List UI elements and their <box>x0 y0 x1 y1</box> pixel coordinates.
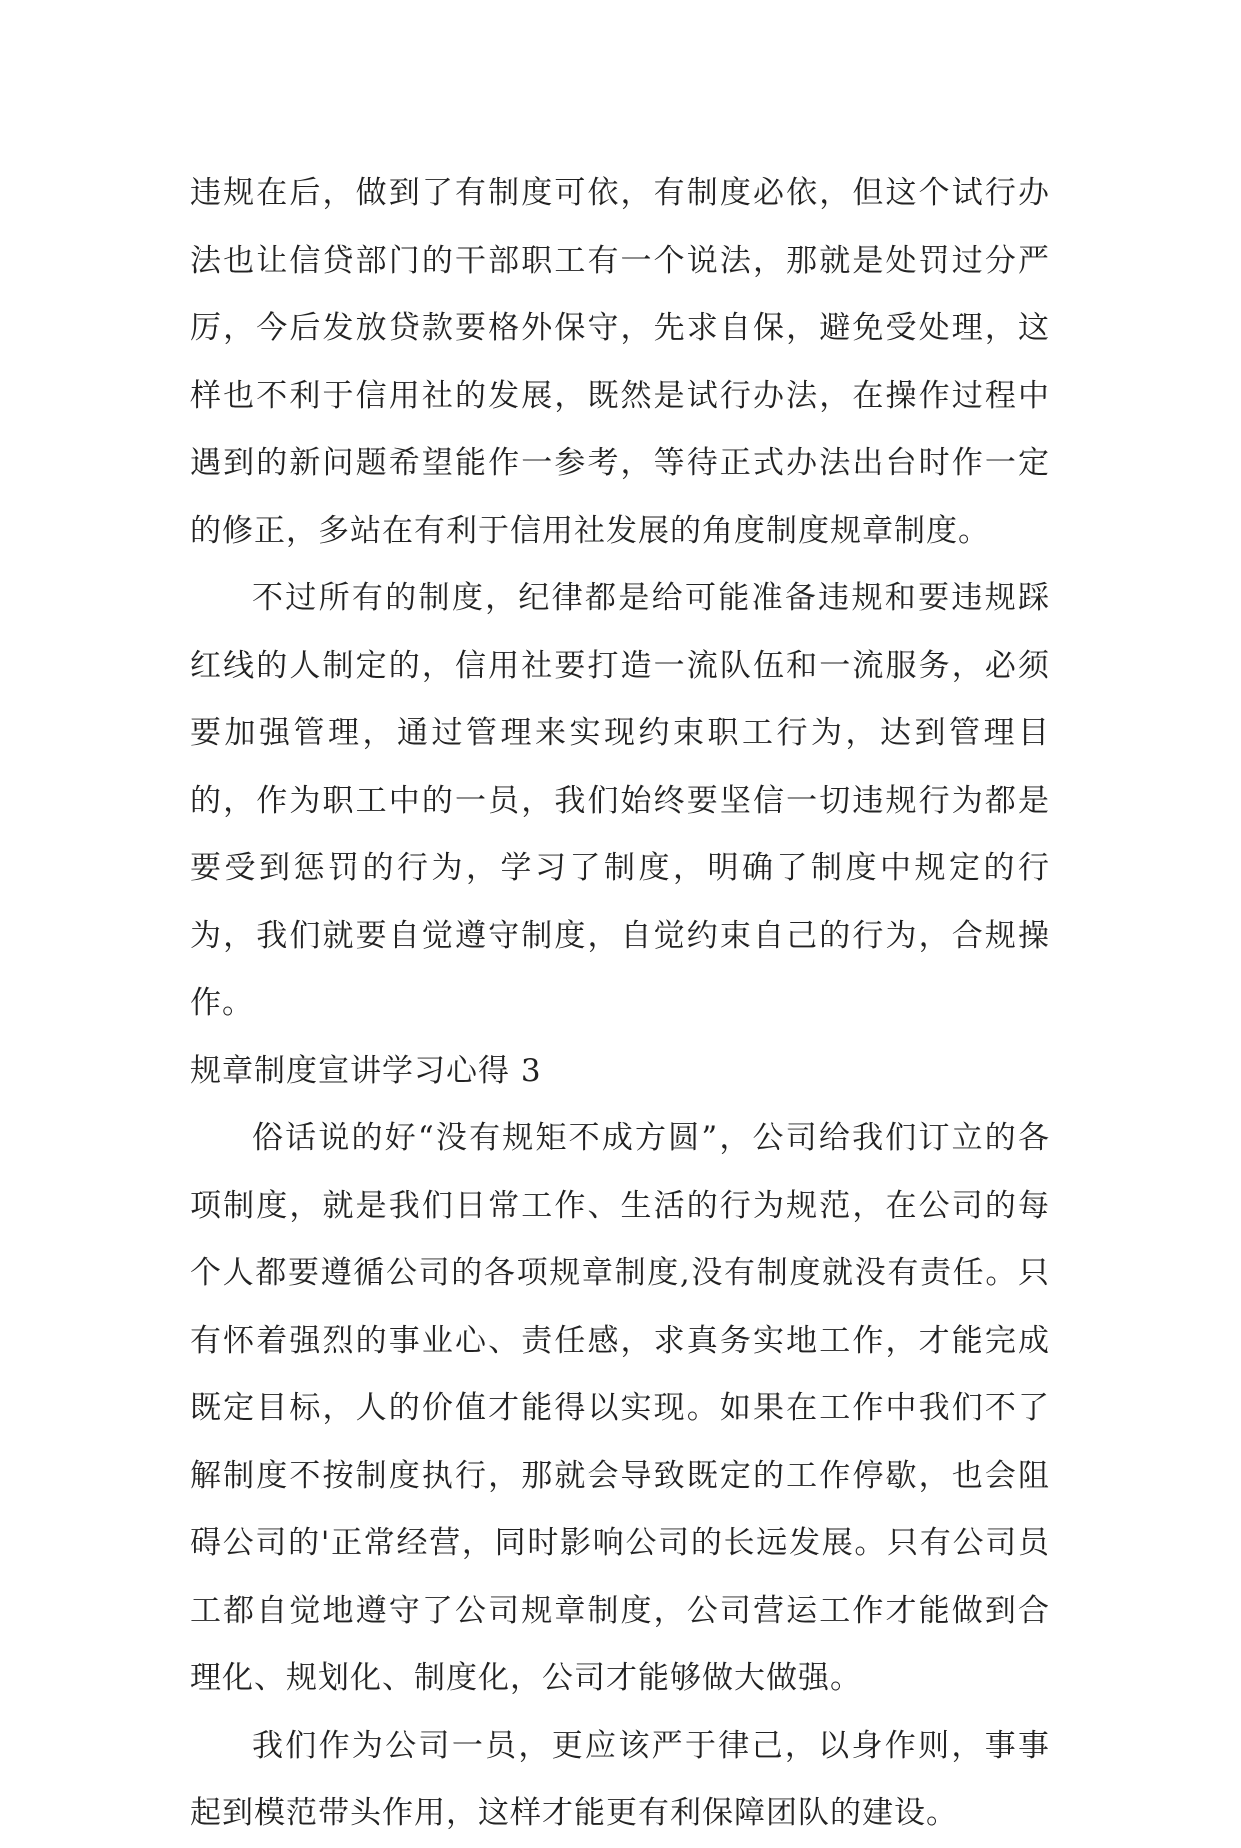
paragraph-2: 不过所有的制度，纪律都是给可能准备违规和要违规踩红线的人制定的，信用社要打造一流队伍和一流服务，必须要加强管理，通过管理来实现约束职工行为，达到管理目的，作为职工中的一员，我们始终要坚信一切违规行为都是要受到惩罚的行为，学习了制度，明确了制度中规定的行为，我们就要自觉遵守制度，自觉约束自己的行为，合规操作。 <box>190 580 1050 1021</box>
paragraph-1: 违规在后，做到了有制度可依，有制度必依，但这个试行办法也让信贷部门的干部职工有一个说法，那就是处罚过分严厉，今后发放贷款要格外保守，先求自保，避免受处理，这样也不利于信用社的发展，既然是试行办法，在操作过程中遇到的新问题希望能作一参考，等待正式办法出台时作一定的修正，多站在有利于信用社发展的角度制度规章制度。 <box>190 175 1050 549</box>
paragraph-4: 我们作为公司一员，更应该严于律己，以身作则，事事起到模范带头作用，这样才能更有利保障团队的建设。 <box>190 1727 1050 1831</box>
document-body <box>190 160 1050 1848</box>
paragraph-3: 俗话说的好“没有规矩不成方圆”，公司给我们订立的各项制度，就是我们日常工作、生活的行为规范，在公司的每个人都要遵循公司的各项规章制度,没有制度就没有责任。只有怀着强烈的事业心、责任感，求真务实地工作，才能完成既定目标，人的价值才能得以实现。如果在工作中我们不了解制度不按制度执行，那就会导致既定的工作停歇，也会阻碍公司的'正常经营，同时影响公司的长远发展。只有公司员工都自觉地遵守了公司规章制度，公司营运工作才能做到合理化、规划化、制度化，公司才能够做大做强。 <box>190 1120 1050 1696</box>
section-heading: 规章制度宣讲学习心得 3 <box>190 1052 542 1089</box>
